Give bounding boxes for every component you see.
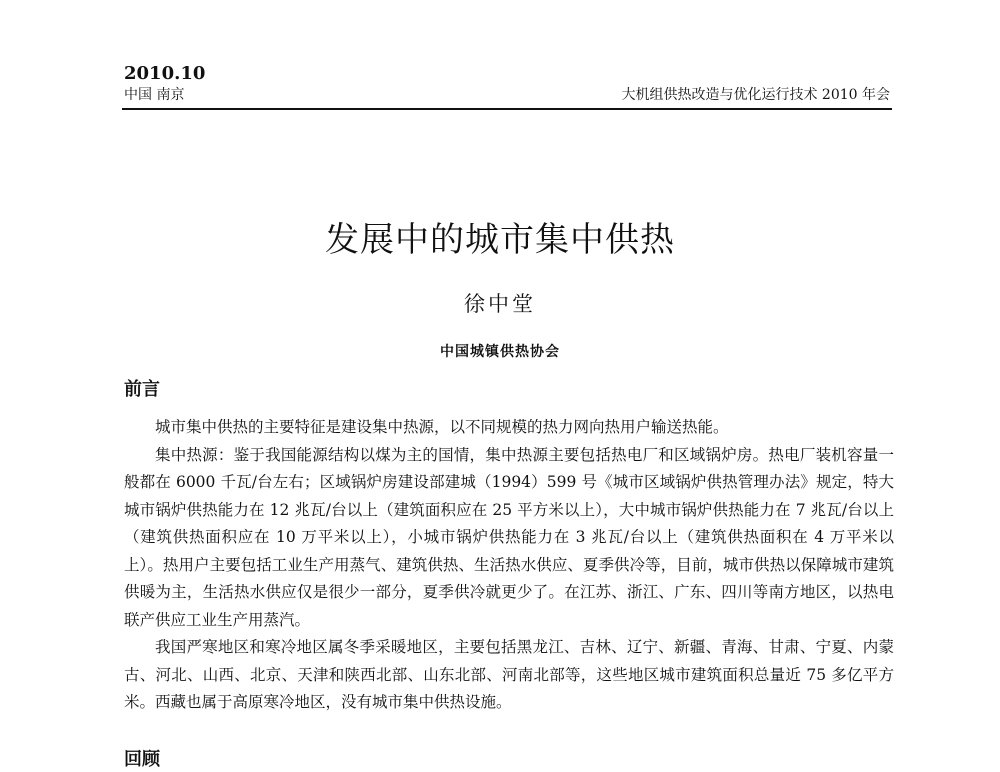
conference-name: 大机组供热改造与优化运行技术 2010 年会 [621, 87, 890, 103]
section-heading-preface: 前言 [124, 379, 160, 400]
author-name: 徐中堂 [464, 292, 536, 316]
header-divider [122, 108, 892, 110]
paragraph-1: 城市集中供热的主要特征是建设集中热源，以不同规模的热力网向热用户输送热能。 [155, 418, 729, 436]
conference-date: 2010.10 [124, 63, 206, 84]
paragraph-3: 我国严寒地区和寒冷地区属冬季采暖地区，主要包括黑龙江、吉林、辽宁、新疆、青海、甘肃、宁夏、内蒙古、河北、山西、北京、天津和陕西北部、山东北部、河南北部等，这些地区城市建筑面积总量近 75 多亿平方米。西藏也属于高原寒冷地区，没有城市集中供热设施。 [124, 638, 894, 711]
paper-title: 发展中的城市集中供热 [325, 220, 675, 260]
paragraph-2: 集中热源：鉴于我国能源结构以煤为主的国情，集中热源主要包括热电厂和区域锅炉房。热电厂装机容量一般都在 6000 千瓦/台左右；区域锅炉房建设部建城（1994）599 号《城市区域锅炉供热管理办法》规定，特大城市锅炉供热能力在 12 兆瓦/台以上（建筑面积应在 25 平方米以上），大中城市锅炉供热能力在 7 兆瓦/台以上（建筑供热面积应在 10 万平米以上），小城市锅炉供热能力在 3 兆瓦/台以上（建筑供热面积在 4 万平米以上）。热用户主要包括工业生产用蒸气、建筑供热、生活热水供应、夏季供冷等，目前，城市供热以保障城市建筑供暖为主，生活热水供应仅是很少一部分，夏季供冷就更少了。在江苏、浙江、广东、四川等南方地区，以热电联产供应工业生产用蒸汽。 [124, 445, 894, 629]
author-affiliation: 中国城镇供热协会 [440, 344, 560, 360]
body-text [124, 414, 894, 717]
conference-location: 中国 南京 [124, 87, 185, 103]
section-heading-review: 回顾 [124, 749, 160, 770]
